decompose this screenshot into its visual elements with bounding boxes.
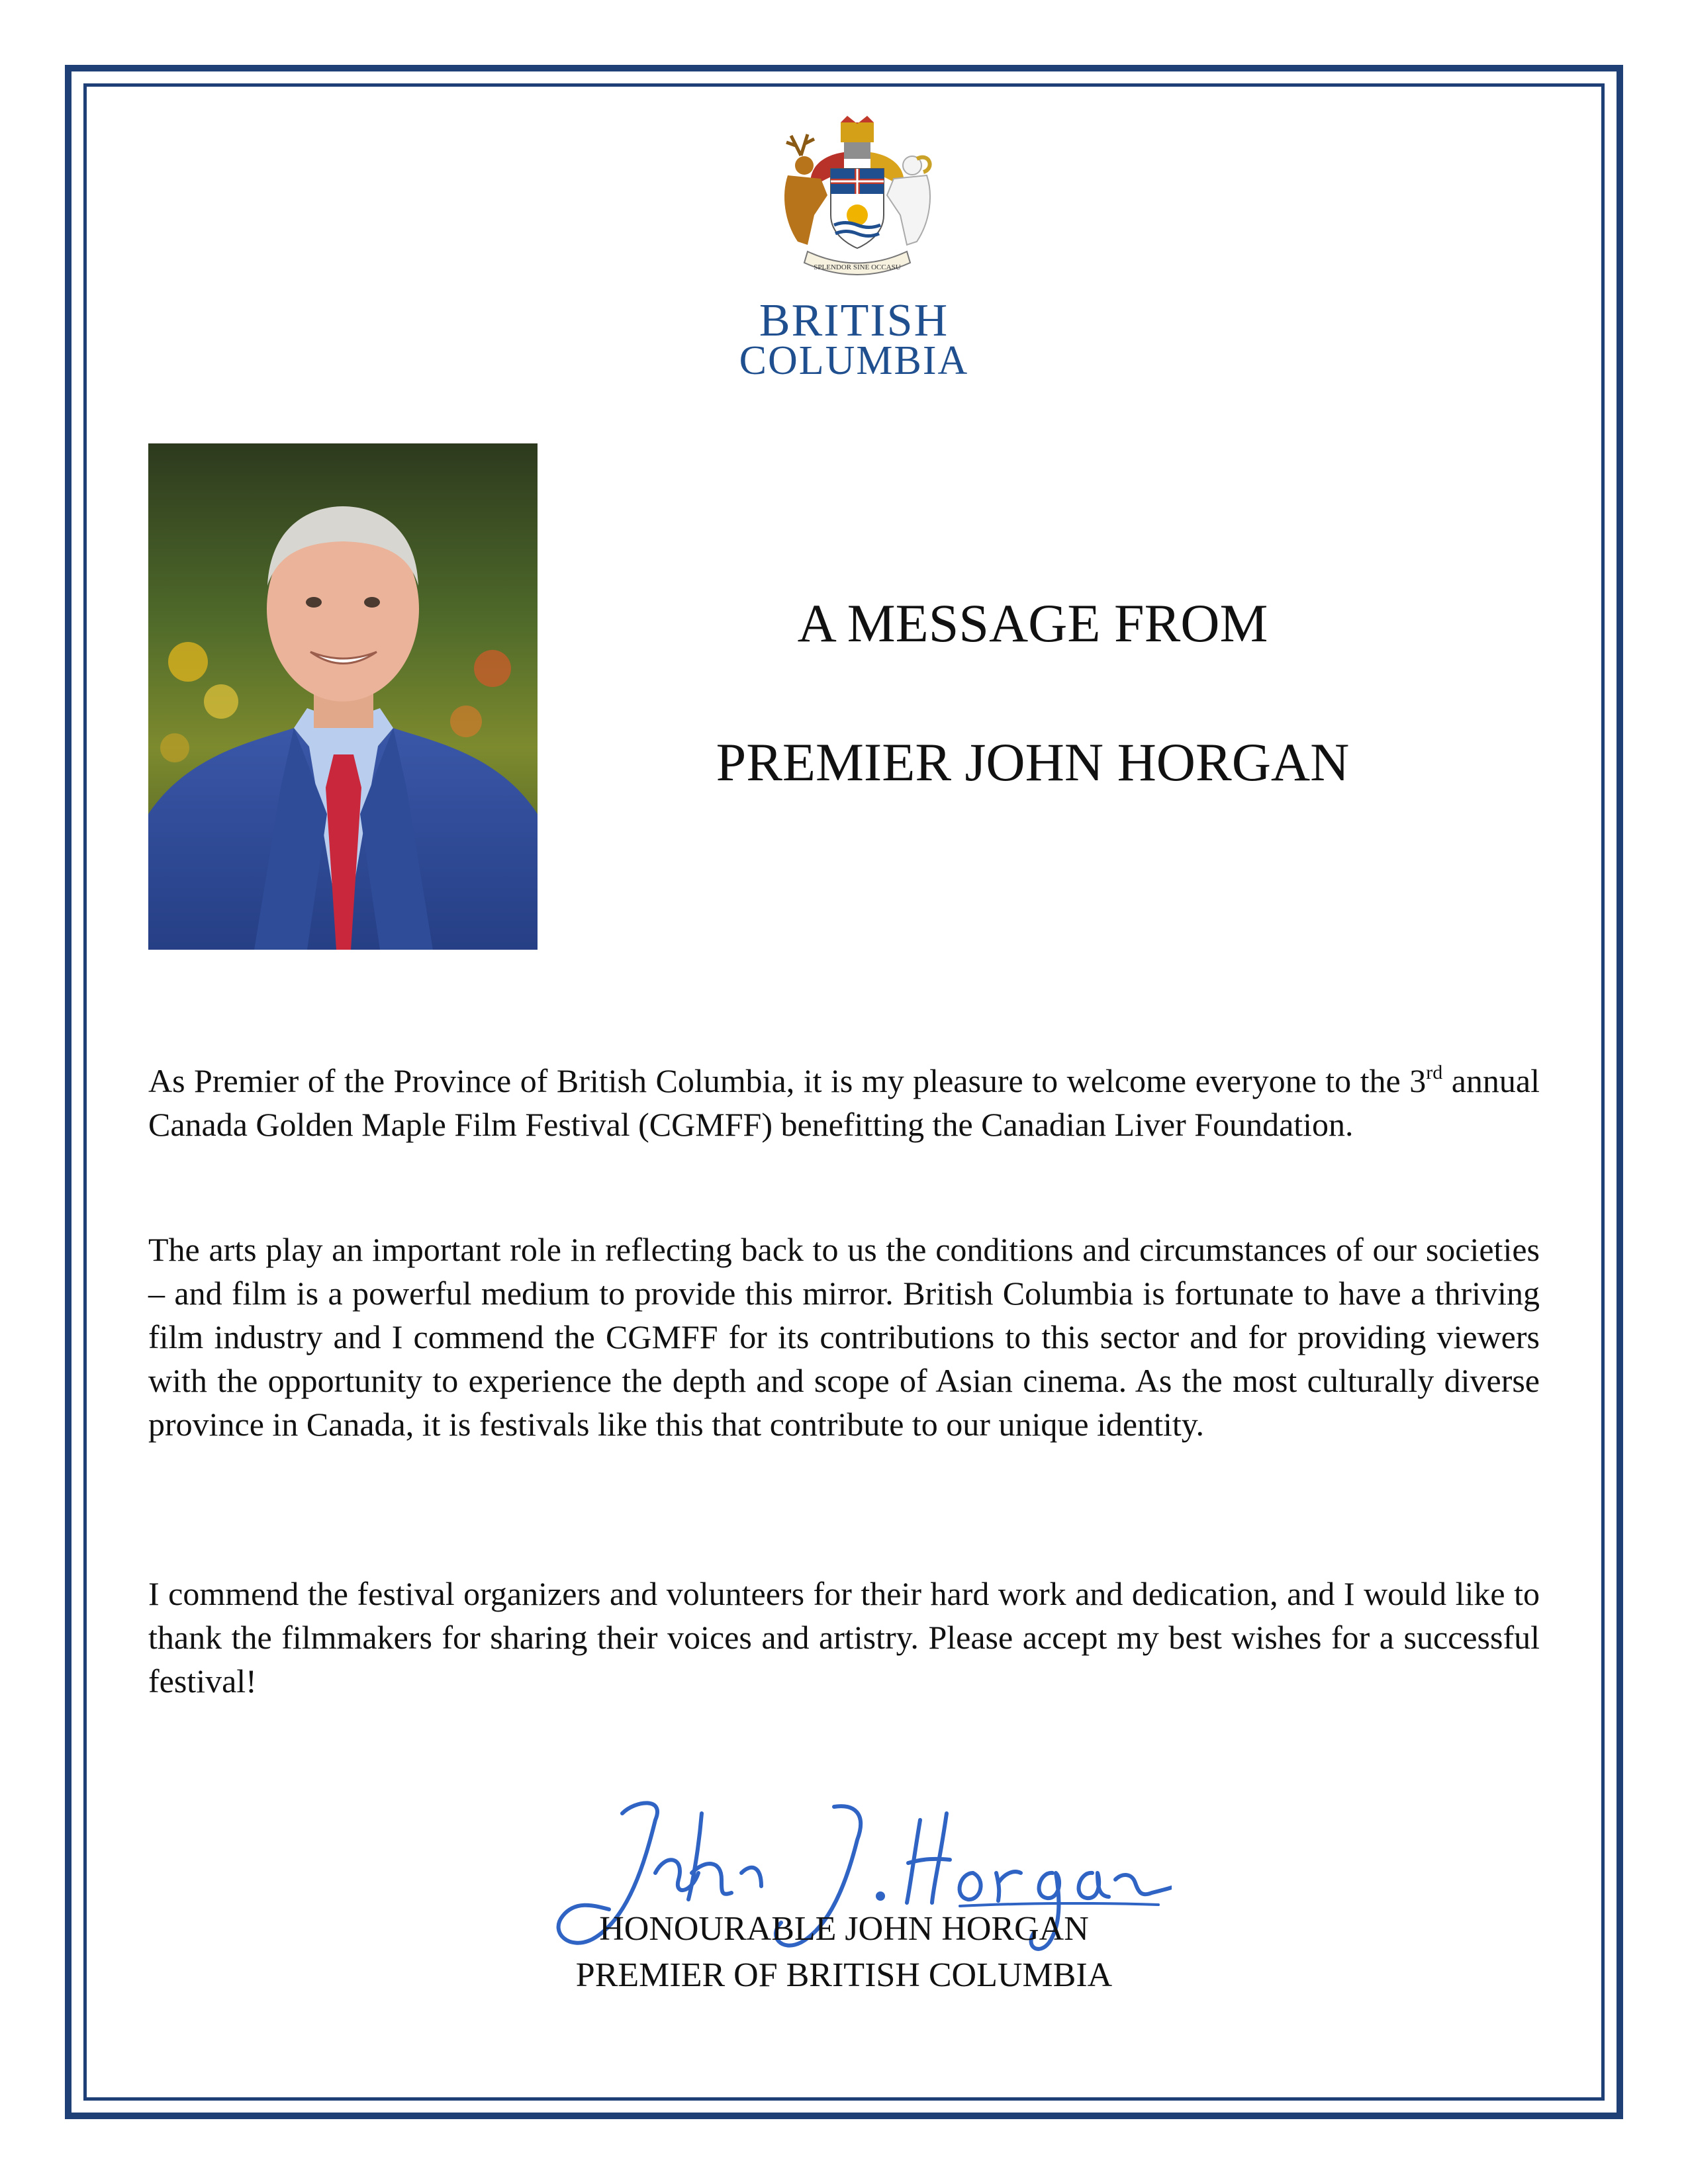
crest-motto: SPLENDOR SINE OCCASU <box>814 263 901 271</box>
body-paragraph-2: The arts play an important role in reflecting back to us the conditions and circumstances of our societies – and film is a powerful medium to provide this mirror. British Columbia is fortunate to have a thriving film industry and I commend the CGMFF for its contributions to this sector and for providing viewers with the opportunity to experience the depth and scope of Asian cinema. As the most culturally diverse province in Canada, it is festivals like this that contribute to our unique identity. <box>148 1231 1540 1443</box>
body-paragraph-3: I commend the festival organizers and volunteers for their hard work and dedication, and I would like to thank the filmmakers for sharing their voices and artistry. Please accept my best wishes for a successful festival! <box>148 1575 1540 1700</box>
portrait-photo <box>148 443 538 950</box>
body-paragraph-1: As Premier of the Province of British Columbia, it is my pleasure to welcome everyone to the 3rd annual Canada Golden Maple Film Festival (CGMFF) benefitting the Canadian Liver Foundation. <box>148 1062 1540 1143</box>
logo-line-british: BRITISH <box>759 295 949 346</box>
logo-line-columbia: COLUMBIA <box>739 338 969 383</box>
signatory-title: PREMIER OF BRITISH COLUMBIA <box>575 1956 1113 1994</box>
heading-premier-name: PREMIER JOHN HORGAN <box>716 732 1350 792</box>
heading-message-from: A MESSAGE FROM <box>797 593 1268 653</box>
signatory-name: HONOURABLE JOHN HORGAN <box>599 1910 1089 1948</box>
ordinal-suffix: rd <box>1426 1062 1443 1083</box>
coat-of-arms-icon <box>761 116 953 281</box>
